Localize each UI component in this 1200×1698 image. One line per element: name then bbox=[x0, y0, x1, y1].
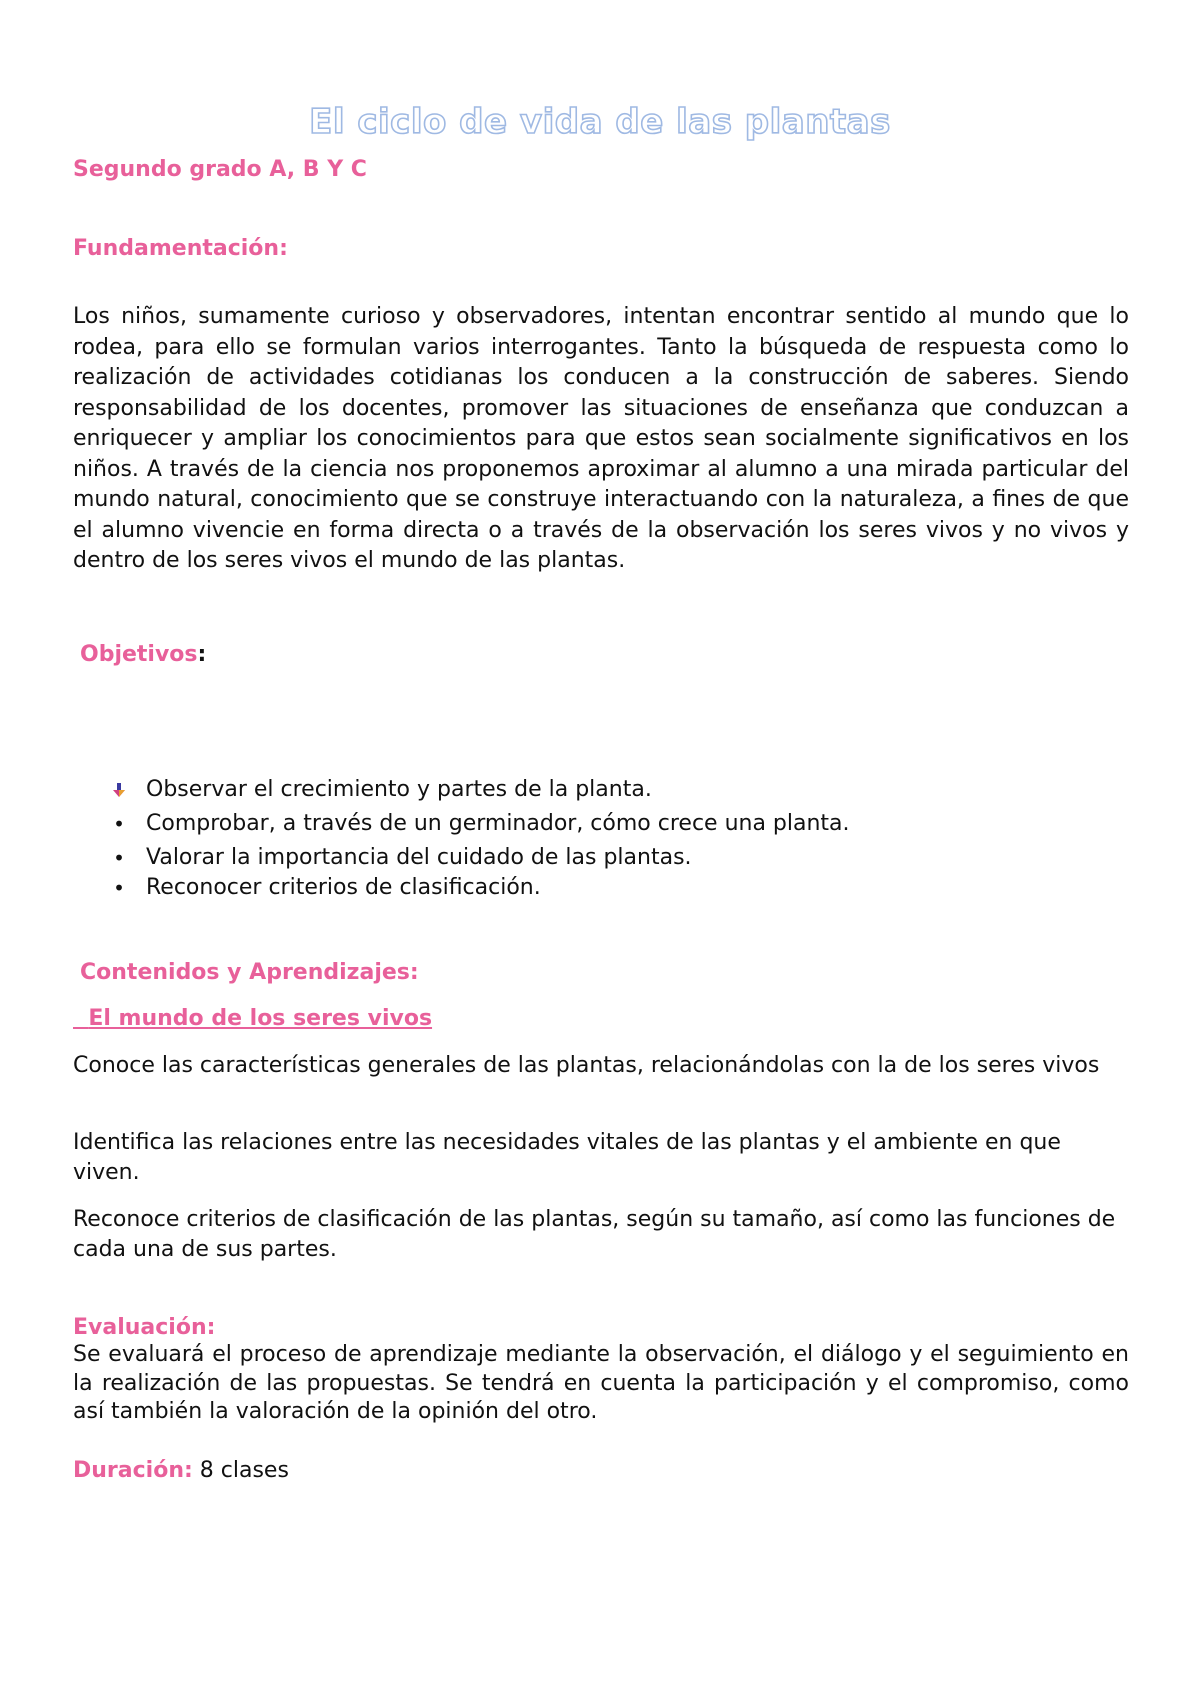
list-item bbox=[73, 844, 1129, 874]
document-title: El ciclo de vida de las plantas bbox=[309, 102, 891, 142]
objetivos-heading-label: Objetivos bbox=[80, 642, 198, 667]
objetivo-text: Reconocer criterios de clasificación. bbox=[146, 875, 541, 900]
contenidos-subheading-text: El mundo de los seres vivos bbox=[88, 1006, 433, 1031]
evaluacion-heading: Evaluación: bbox=[73, 1315, 216, 1340]
objetivos-heading-colon: : bbox=[197, 642, 207, 667]
contenido-paragraph: Identifica las relaciones entre las necesidades vitales de las plantas y el ambiente en que viven. bbox=[73, 1130, 1061, 1185]
contenido-paragraph: Reconoce criterios de clasificación de las plantas, según su tamaño, así como las funciones de cada una de sus partes. bbox=[73, 1207, 1116, 1262]
bullet-icon: • bbox=[113, 876, 125, 900]
fundamentacion-heading: Fundamentación: bbox=[73, 236, 288, 261]
objetivos-heading bbox=[80, 640, 206, 670]
objetivo-text: Comprobar, a través de un germinador, cómo crece una planta. bbox=[146, 811, 850, 836]
list-item bbox=[73, 874, 1129, 904]
objetivo-text: Observar el crecimiento y partes de la planta. bbox=[146, 777, 652, 802]
contenidos-subheading bbox=[73, 1004, 432, 1034]
list-item bbox=[73, 776, 1129, 810]
fundamentacion-text: Los niños, sumamente curioso y observadores, intentan encontrar sentido al mundo que lo rodea, para ello se formulan varios interrogantes. Tanto la búsqueda de respuesta como lo realización de actividades cotidianas los conducen a la construcción de saberes. Siendo responsabilidad de los docentes, promover las situaciones de enseñanza que conduzcan a enriquecer y ampliar los conocimientos para que estos sean socialmente significativos en los niños. A través de la ciencia nos proponemos aproximar al alumno a una mirada particular del mundo natural, conocimiento que se construye interactuando con la naturaleza, a fines de que el alumno vivencie en forma directa o a través de la observación los seres vivos y no vivos y dentro de los seres vivos el mundo de las plantas. bbox=[73, 304, 1129, 573]
arrow-down-icon bbox=[111, 783, 127, 799]
duracion-label: Duración: bbox=[73, 1458, 193, 1483]
grade-line: Segundo grado A, B Y C bbox=[73, 157, 367, 182]
duracion-value: 8 clases bbox=[199, 1458, 289, 1483]
objetivos-list bbox=[73, 776, 1129, 904]
contenido-paragraph: Conoce las características generales de las plantas, relacionándolas con la de los seres vivos bbox=[73, 1053, 1100, 1078]
objetivo-text: Valorar la importancia del cuidado de las plantas. bbox=[146, 845, 692, 870]
bullet-icon: • bbox=[113, 812, 125, 836]
list-item bbox=[73, 810, 1129, 844]
evaluacion-text: Se evaluará el proceso de aprendizaje mediante la observación, el diálogo y el seguimiento en la realización de las propuestas. Se tendrá en cuenta la participación y el compromiso, como así también la valoración de la opinión del otro. bbox=[73, 1342, 1129, 1424]
bullet-icon: • bbox=[113, 846, 125, 870]
contenidos-heading: Contenidos y Aprendizajes: bbox=[80, 960, 419, 985]
duracion-line bbox=[73, 1456, 1129, 1486]
